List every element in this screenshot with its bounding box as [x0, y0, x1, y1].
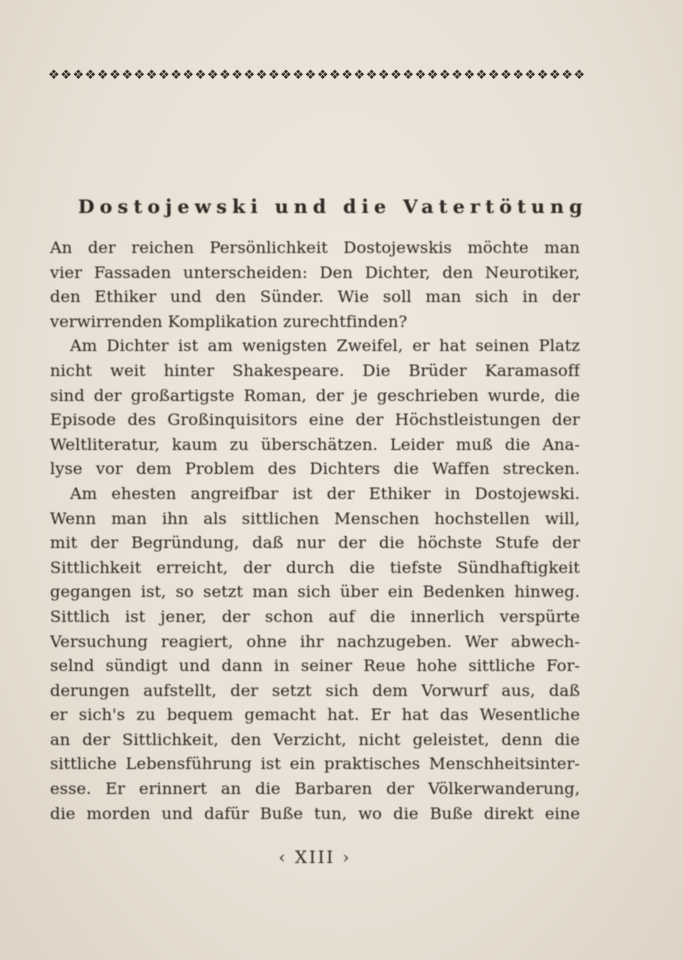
- ornament-glyph: ❖: [206, 67, 219, 83]
- text-line: Sittlichkeit erreicht, der durch die tiefste Sündhaftigkeit: [50, 557, 580, 577]
- text-line: sittliche Lebensführung ist ein praktisches Menschheitsinter-: [50, 754, 580, 774]
- text-line: Weltliteratur, kaum zu überschätzen. Leider muß die Ana-: [50, 434, 580, 454]
- text-line: derungen aufstellt, der setzt sich dem Vorwurf aus, daß: [50, 680, 580, 700]
- ornament-glyph: ❖: [280, 67, 292, 83]
- ornament-glyph: ❖: [60, 67, 72, 83]
- ornament-glyph: ❖: [414, 67, 427, 83]
- text-line: mit der Begründung, daß nur der die höchste Stufe der: [50, 533, 580, 553]
- ornament-glyph: ❖: [145, 67, 158, 83]
- text-line: Sittlich ist jener, der schon auf die innerlich verspürte: [50, 606, 580, 626]
- ornament-glyph: ❖: [157, 67, 170, 83]
- ornament-glyph: ❖: [255, 67, 268, 83]
- ornament-glyph: ❖: [194, 67, 207, 83]
- text-line: An der reichen Persönlichkeit Dostojewskis möchte man: [50, 238, 580, 257]
- text-line: Wenn man ihn als sittlichen Menschen hochstellen will,: [50, 508, 580, 528]
- text-line: vier Fassaden unterscheiden: Den Dichter, den Neurotiker,: [50, 262, 580, 282]
- ornament-glyph: ❖: [439, 67, 451, 83]
- text-line: nicht weit hinter Shakespeare. Die Brüder Karamasoff: [50, 360, 580, 380]
- ornament-glyph: ❖: [316, 67, 329, 83]
- ornament-glyph: ❖: [402, 67, 414, 83]
- text-line: den Ethiker und den Sünder. Wie soll man sich in der: [50, 287, 580, 307]
- ornament-glyph: ❖: [390, 67, 402, 83]
- ornament-glyph: ❖: [170, 67, 182, 83]
- text-line: Am Dichter ist am wenigsten Zweifel, er hat seinen Platz: [70, 336, 580, 356]
- ornament-glyph: ❖: [96, 67, 109, 83]
- ornament-glyph: ❖: [475, 67, 488, 83]
- body-text: [50, 236, 580, 826]
- text-line: gegangen ist, so setzt man sich über ein Bedenken hinweg.: [50, 582, 580, 602]
- text-line: an der Sittlichkeit, den Verzicht, nicht geleistet, denn die: [50, 729, 580, 749]
- ornament-glyph: ❖: [72, 67, 85, 83]
- ornament-glyph: ❖: [267, 67, 280, 83]
- ornament-glyph: ❖: [377, 67, 390, 83]
- text-line: lyse vor dem Problem des Dichters die Waffen strecken.: [50, 459, 580, 479]
- text-line: Episode des Großinquisitors eine der Höchstleistungen der: [50, 410, 580, 430]
- text-line: Versuchung reagiert, ohne ihr nachzugeben. Wer abwech-: [50, 631, 580, 651]
- ornament-glyph: ❖: [353, 67, 366, 83]
- ornament-glyph: ❖: [243, 67, 256, 83]
- text-line: sind der großartigste Roman, der je geschrieben wurde, die: [50, 385, 580, 405]
- ornament-glyph: ❖: [512, 67, 524, 83]
- ornament-glyph: ❖: [451, 67, 463, 83]
- text-line: verwirrenden Komplikation zurechtfinden?: [50, 311, 408, 331]
- text-line: esse. Er erinnert an die Barbaren der Völkerwanderung,: [50, 779, 580, 799]
- ornament-glyph: ❖: [573, 67, 586, 83]
- text-line: die morden und dafür Buße tun, wo die Buße direkt eine: [50, 803, 580, 823]
- ornament-glyph: ❖: [426, 67, 439, 83]
- ornament-glyph: ❖: [500, 67, 512, 83]
- ornament-glyph: ❖: [536, 67, 549, 83]
- ornament-glyph: ❖: [341, 67, 353, 83]
- decorative-ornament-rule: [48, 64, 584, 86]
- ornament-glyph: ❖: [121, 67, 133, 83]
- ornament-glyph: ❖: [182, 67, 195, 83]
- ornament-glyph: ❖: [219, 67, 231, 83]
- text-line: selnd sündigt und dann in seiner Reue hohe sittliche For-: [50, 656, 580, 676]
- ornament-glyph: ❖: [84, 67, 97, 83]
- ornament-glyph: ❖: [487, 67, 500, 83]
- ornament-glyph: ❖: [48, 67, 60, 83]
- chapter-title: Dostojewski und die Vatertötung: [78, 196, 588, 218]
- ornament-glyph: ❖: [329, 67, 341, 83]
- ornament-glyph: ❖: [292, 67, 305, 83]
- text-line: er sich's zu bequem gemacht hat. Er hat das Wesentliche: [50, 705, 580, 725]
- ornament-glyph: ❖: [231, 67, 243, 83]
- ornament-glyph: ❖: [365, 67, 378, 83]
- ornament-glyph: ❖: [548, 67, 561, 83]
- ornament-glyph: ❖: [524, 67, 537, 83]
- page-number: ‹ XIII ›: [278, 848, 352, 868]
- ornament-glyph: ❖: [561, 67, 573, 83]
- ornament-glyph: ❖: [304, 67, 317, 83]
- ornament-glyph: ❖: [463, 67, 476, 83]
- text-line: Am ehesten angreifbar ist der Ethiker in Dostojewski.: [70, 483, 580, 503]
- ornament-glyph: ❖: [133, 67, 146, 83]
- ornament-glyph: ❖: [109, 67, 121, 83]
